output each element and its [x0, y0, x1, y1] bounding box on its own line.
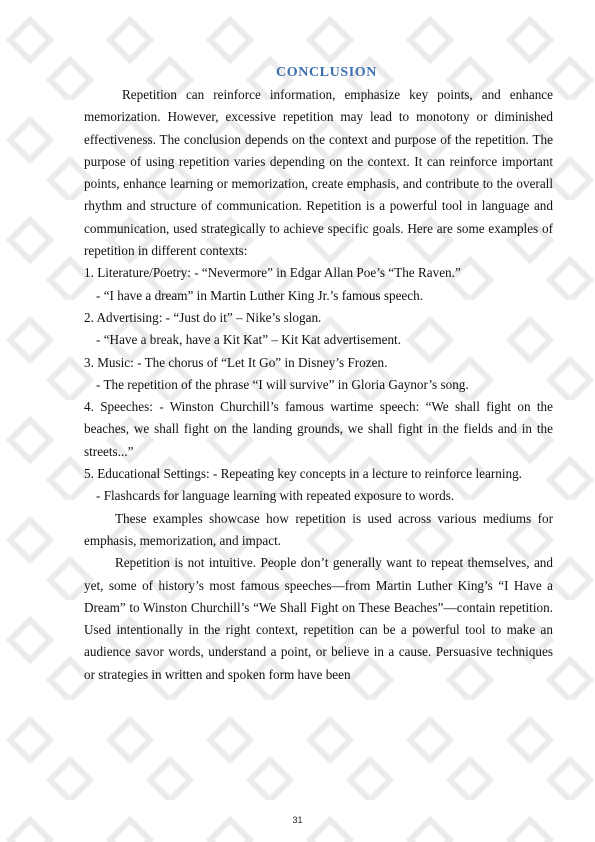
list-item-educational: 5. Educational Settings: - Repeating key concepts in a lecture to reinforce learning.	[84, 466, 522, 482]
list-subitem-advertising: - “Have a break, have a Kit Kat” – Kit Kat advertisement.	[96, 332, 402, 348]
list-item-speeches: 4. Speeches: - Winston Churchill’s famous wartime speech: “We shall fight on the beaches, we shall fight on the landing grounds, we shall fight in the fields and in the streets...”	[84, 399, 553, 459]
page-number: 31	[292, 815, 303, 825]
list-item-advertising: 2. Advertising: - “Just do it” – Nike’s slogan.	[84, 309, 322, 325]
list-subitem-literature: - “I have a dream” in Martin Luther King Jr.’s famous speech.	[96, 287, 424, 303]
page-title: CONCLUSION	[276, 65, 377, 80]
list-item-music: 3. Music: - The chorus of “Let It Go” in Disney’s Frozen.	[84, 354, 388, 370]
paragraph-repetition-intuition: Repetition is not intuitive. People don’t generally want to repeat themselves, and yet, some of history’s most famous speeches—from Martin Luther King’s “I Have a Dream” to Winston Churchill’s “We Shall Fight on These Beaches”—contain repetition. Used intentionally in the right context, repetition can be a powerful tool to make an audience savor words, understand a point, or believe in a cause. Persuasive techniques or strategies in written and spoken form have been	[84, 555, 553, 682]
list-subitem-educational: - Flashcards for language learning with repeated exposure to words.	[96, 488, 455, 504]
list-item-literature: 1. Literature/Poetry: - “Nevermore” in Edgar Allan Poe’s “The Raven.”	[84, 265, 461, 281]
paragraph-intro: Repetition can reinforce information, emphasize key points, and enhance memorization. However, excessive repetition may lead to monotony or diminished effectiveness. The conclusion depends on the context and purpose of the repetition. The purpose of using repetition varies depending on the context. It can reinforce important points, enhance learning or memorization, create emphasis, and contribute to the overall rhythm and structure of communication. Repetition is a powerful tool in language and communication, used strategically to achieve specific goals. Here are some examples of repetition in different contexts:	[84, 87, 553, 259]
paragraph-examples-summary: These examples showcase how repetition is used across various mediums for emphasis, memorization, and impact.	[84, 510, 553, 548]
list-subitem-music: - The repetition of the phrase “I will survive” in Gloria Gaynor’s song.	[96, 376, 469, 392]
document-page	[84, 62, 553, 686]
